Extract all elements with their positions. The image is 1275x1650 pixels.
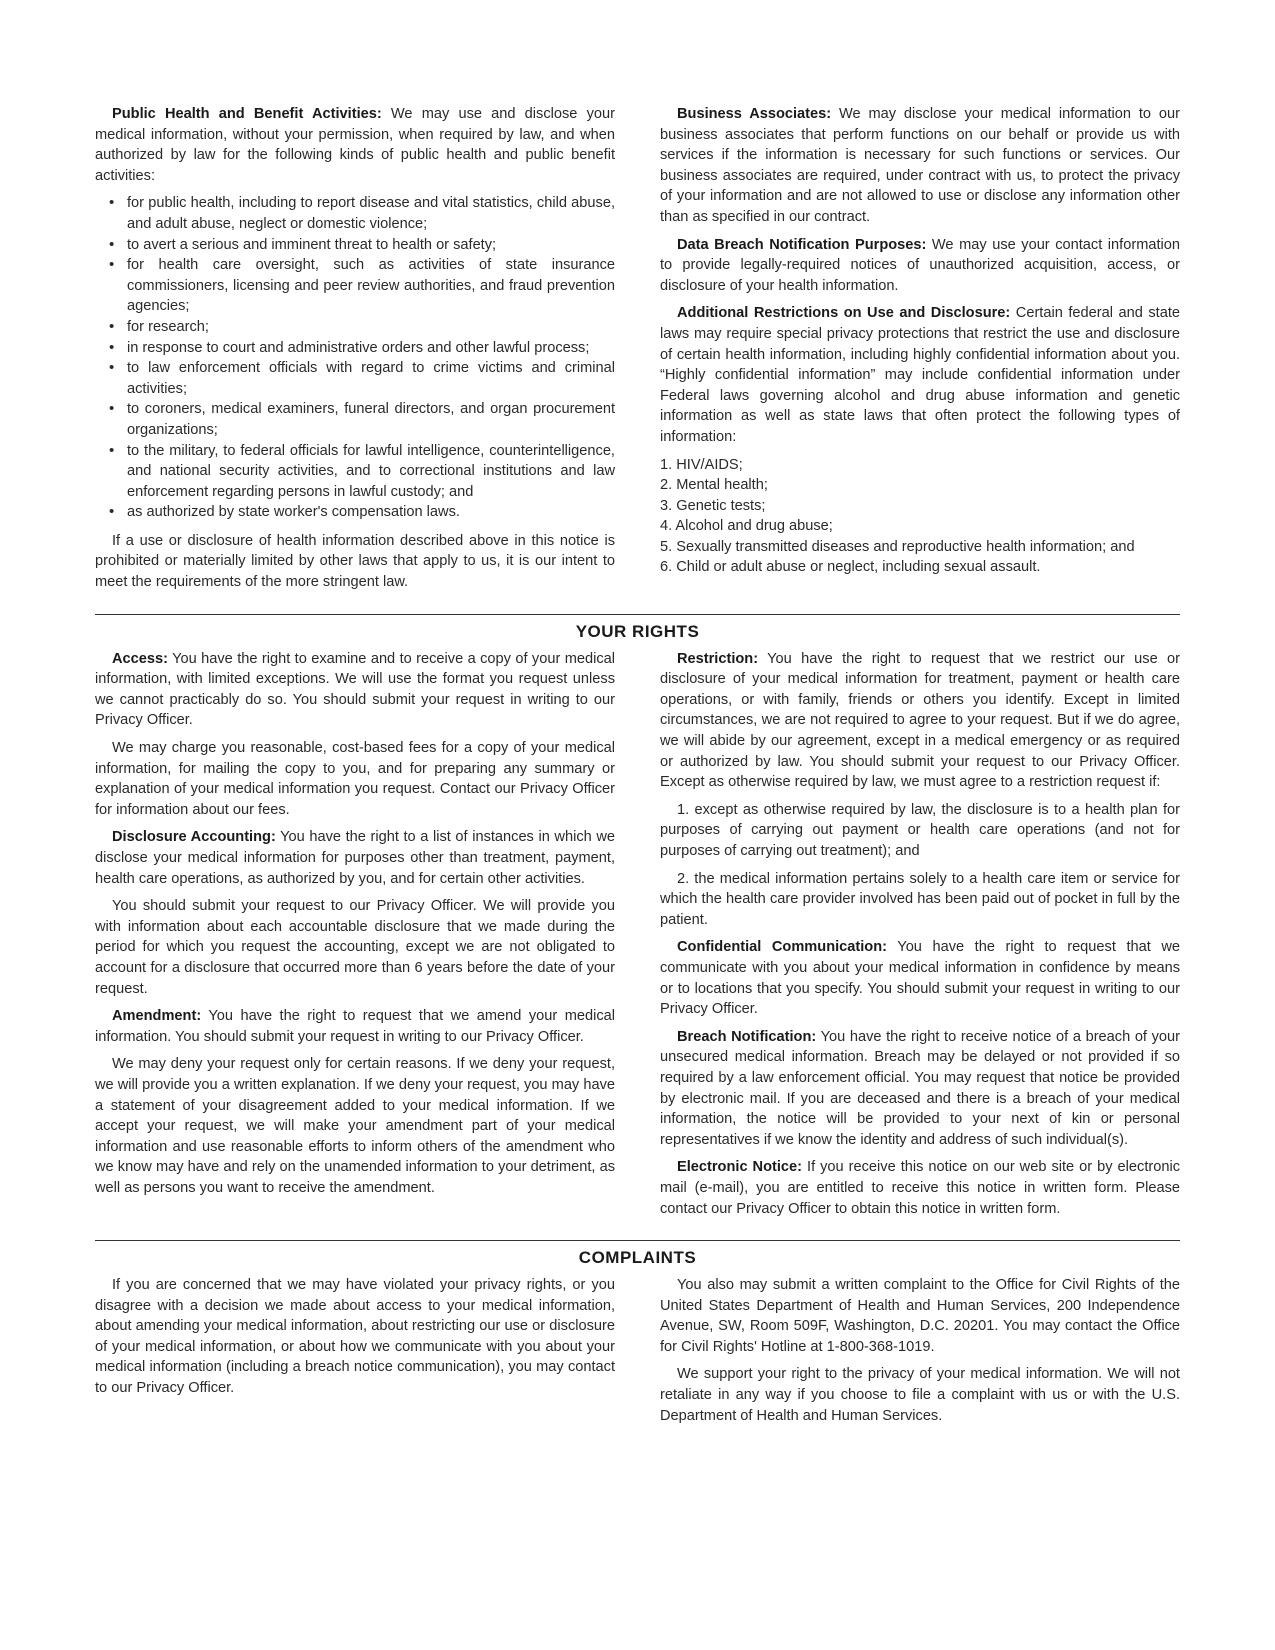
data-breach-text: We may use your contact information to provide legally-required notices of unauthorized acquisition, access, or disclosure of your health information. — [660, 236, 1180, 294]
list-item: 5. Sexually transmitted diseases and reproductive health information; and — [660, 538, 1135, 555]
disclosure-accounting-text: You have the right to a list of instances in which we disclose your medical information for purposes other than treatment, payment, health care operations, as authorized by you, and for certain other activities. — [95, 829, 615, 887]
confidential-communication-paragraph — [660, 937, 1180, 1019]
complaints-left-column — [95, 1275, 615, 1433]
list-item: 3. Genetic tests; — [660, 497, 766, 514]
breach-notification-paragraph — [660, 1027, 1180, 1151]
electronic-notice-paragraph — [660, 1157, 1180, 1219]
list-item: • for public health, including to report disease and vital statistics, child abuse, and adult abuse, neglect or domestic violence; — [109, 193, 615, 234]
public-health-bullet-list — [109, 193, 615, 523]
disclosure-accounting-paragraph — [95, 827, 615, 889]
list-item: • in response to court and administrative orders and other lawful process; — [109, 338, 615, 359]
list-item: • to law enforcement officials with regard to crime victims and criminal activities; — [109, 358, 615, 399]
your-rights-right-column — [660, 649, 1180, 1226]
additional-restrictions-heading: Additional Restrictions on Use and Disclosure: — [677, 305, 1011, 322]
public-health-paragraph — [95, 104, 615, 186]
access-heading: Access: — [112, 650, 168, 667]
section-divider — [95, 614, 1180, 615]
electronic-notice-text: If you receive this notice on our web site or by electronic mail (e-mail), you are entitled to receive this notice in written form. Please contact our Privacy Officer to obtain this notice in written form. — [660, 1159, 1180, 1217]
access-paragraph — [95, 649, 615, 731]
disclosure-accounting-heading: Disclosure Accounting: — [112, 829, 276, 846]
top-section — [95, 104, 1180, 600]
restriction-paragraph — [660, 649, 1180, 793]
no-retaliation-paragraph: We support your right to the privacy of your medical information. We will not retaliate in any way if you choose to file a complaint with us or with the U.S. Department of Health and Human Services. — [660, 1366, 1180, 1424]
breach-notification-heading: Breach Notification: — [677, 1028, 817, 1045]
complaints-section — [95, 1275, 1180, 1433]
business-associates-text: We may disclose your medical information to our business associates that perform functions on our behalf or provide us with services if the information is necessary for such functions or services. Our business associates are required, under contract with us, to protect the privacy of your information and are not allowed to use or disclose any information other than as specified in our contract. — [660, 106, 1180, 225]
access-text: You have the right to examine and to receive a copy of your medical information, with limited exceptions. We will use the format you request unless we cannot practicably do so. You should submit your request in writing to our Privacy Officer. — [95, 650, 615, 729]
top-left-column — [95, 104, 615, 600]
list-item: • for health care oversight, such as activities of state insurance commissioners, licensing and peer review authorities, and fraud prevention agencies; — [109, 255, 615, 317]
restriction-item-2: 2. the medical information pertains solely to a health care item or service for which the health care provider involved has been paid out of pocket in full by the patient. — [660, 870, 1180, 928]
list-item: • to avert a serious and imminent threat to health or safety; — [109, 235, 615, 256]
list-item: • to coroners, medical examiners, funeral directors, and organ procurement organizations; — [109, 399, 615, 440]
business-associates-paragraph — [660, 104, 1180, 228]
civil-rights-paragraph: You also may submit a written complaint to the Office for Civil Rights of the United States Department of Health and Human Services, 200 Independence Avenue, SW, Room 509F, Washington, D.C. 20201. You may contact the Office for Civil Rights' Hotline at 1-800-368-1019. — [660, 1277, 1180, 1355]
list-item: • as authorized by state worker's compensation laws. — [109, 502, 615, 523]
confidential-communication-heading: Confidential Communication: — [677, 939, 887, 956]
confidential-communication-text: You have the right to request that we communicate with you about your medical information in confidence by means or to locations that you specify. You should submit your request in writing to our Privacy Officer. — [660, 939, 1180, 1018]
fees-paragraph: We may charge you reasonable, cost-based fees for a copy of your medical information, for mailing the copy to you, and for preparing any summary or explanation of your medical information you request. Contact our Privacy Officer for information about our fees. — [95, 740, 615, 818]
list-item: • to the military, to federal officials for lawful intelligence, counterintelligence, and national security activities, and to correctional institutions and law enforcement regarding persons in lawful custody; and — [109, 441, 615, 503]
your-rights-left-column — [95, 649, 615, 1226]
list-item: • for research; — [109, 317, 615, 338]
additional-restrictions-paragraph — [660, 303, 1180, 447]
section-divider — [95, 1240, 1180, 1241]
data-breach-heading: Data Breach Notification Purposes: — [677, 236, 927, 253]
list-item: 4. Alcohol and drug abuse; — [660, 518, 833, 535]
breach-notification-text: You have the right to receive notice of a breach of your unsecured medical information. Breach may be delayed or not provided if so required by a law enforcement official. You may request that notice be provided by electronic mail. If you are deceased and there is a breach of your medical information, the notice will be provided to your next of kin or personal representatives if we know the identity and address of such individual(s). — [660, 1028, 1180, 1148]
complaints-title: COMPLAINTS — [578, 1248, 697, 1268]
restriction-item-1: 1. except as otherwise required by law, the disclosure is to a health plan for purposes of carrying out payment or health care operations (and not for purposes of carrying out treatment); and — [660, 801, 1180, 859]
list-item: 6. Child or adult abuse or neglect, including sexual assault. — [660, 559, 1041, 576]
list-item: 2. Mental health; — [660, 477, 768, 494]
accounting-request-paragraph: You should submit your request to our Privacy Officer. We will provide you with information about each accountable disclosure that we made during the period for which you request the accounting, except we are not obligated to account for a disclosure that occurred more than 6 years before the date of your request. — [95, 898, 615, 997]
your-rights-title: YOUR RIGHTS — [575, 621, 700, 641]
stringent-law-paragraph: If a use or disclosure of health information described above in this notice is prohibited or materially limited by other laws that apply to us, it is our intent to meet the requirements of the more stringent law. — [95, 532, 615, 591]
information-types-list — [660, 455, 1180, 579]
amendment-text: You have the right to request that we amend your medical information. You should submit your request in writing to our Privacy Officer. — [95, 1008, 615, 1045]
your-rights-section — [95, 649, 1180, 1226]
data-breach-paragraph — [660, 235, 1180, 297]
restriction-heading: Restriction: — [677, 650, 759, 667]
deny-request-paragraph: We may deny your request only for certain reasons. If we deny your request, we will provide you a written explanation. If we deny your request, you may have a statement of your disagreement added to your medical information. If we accept your request, we will make your amendment part of your medical information and use reasonable efforts to inform others of the amendment who we know may have and rely on the unamended information to your detriment, as well as persons you want to receive the amendment. — [95, 1056, 615, 1196]
business-associates-heading: Business Associates: — [677, 106, 832, 122]
additional-restrictions-text: Certain federal and state laws may require special privacy protections that restrict the use and disclosure of certain health information, including highly confidential information about you. “Highly confidential information” may include confidential information under Federal laws governing alcohol and drug abuse information and genetic information as well as state laws that often protect the following types of information: — [660, 305, 1180, 445]
amendment-heading: Amendment: — [112, 1008, 202, 1025]
amendment-paragraph — [95, 1006, 615, 1047]
list-item: 1. HIV/AIDS; — [660, 456, 743, 473]
restriction-text: You have the right to request that we restrict our use or disclosure of your medical information for treatment, payment or health care operations, or with family, friends or others you identify. Except in limited circumstances, we are not required to agree to your request. But if we do agree, we will abide by our agreement, except in a medical emergency or as required or authorized by law. You should submit your request to our Privacy Officer. Except as otherwise required by law, we must agree to a restriction request if: — [660, 650, 1180, 791]
complaints-right-column — [660, 1275, 1180, 1433]
public-health-heading: Public Health and Benefit Activities: — [112, 106, 382, 122]
public-health-text: We may use and disclose your medical information, without your permission, when required by law, and when authorized by law for the following kinds of public health and public benefit activities: — [95, 106, 615, 184]
complaints-contact-paragraph: If you are concerned that we may have violated your privacy rights, or you disagree with a decision we made about access to your medical information, about amending your medical information, about restricting our use or disclosure of your medical information, or about how we communicate with you about your medical information (including a breach notice communication), you may contact to our Privacy Officer. — [95, 1277, 615, 1397]
electronic-notice-heading: Electronic Notice: — [677, 1159, 803, 1176]
top-right-column — [660, 104, 1180, 600]
document-page — [95, 104, 1180, 1433]
